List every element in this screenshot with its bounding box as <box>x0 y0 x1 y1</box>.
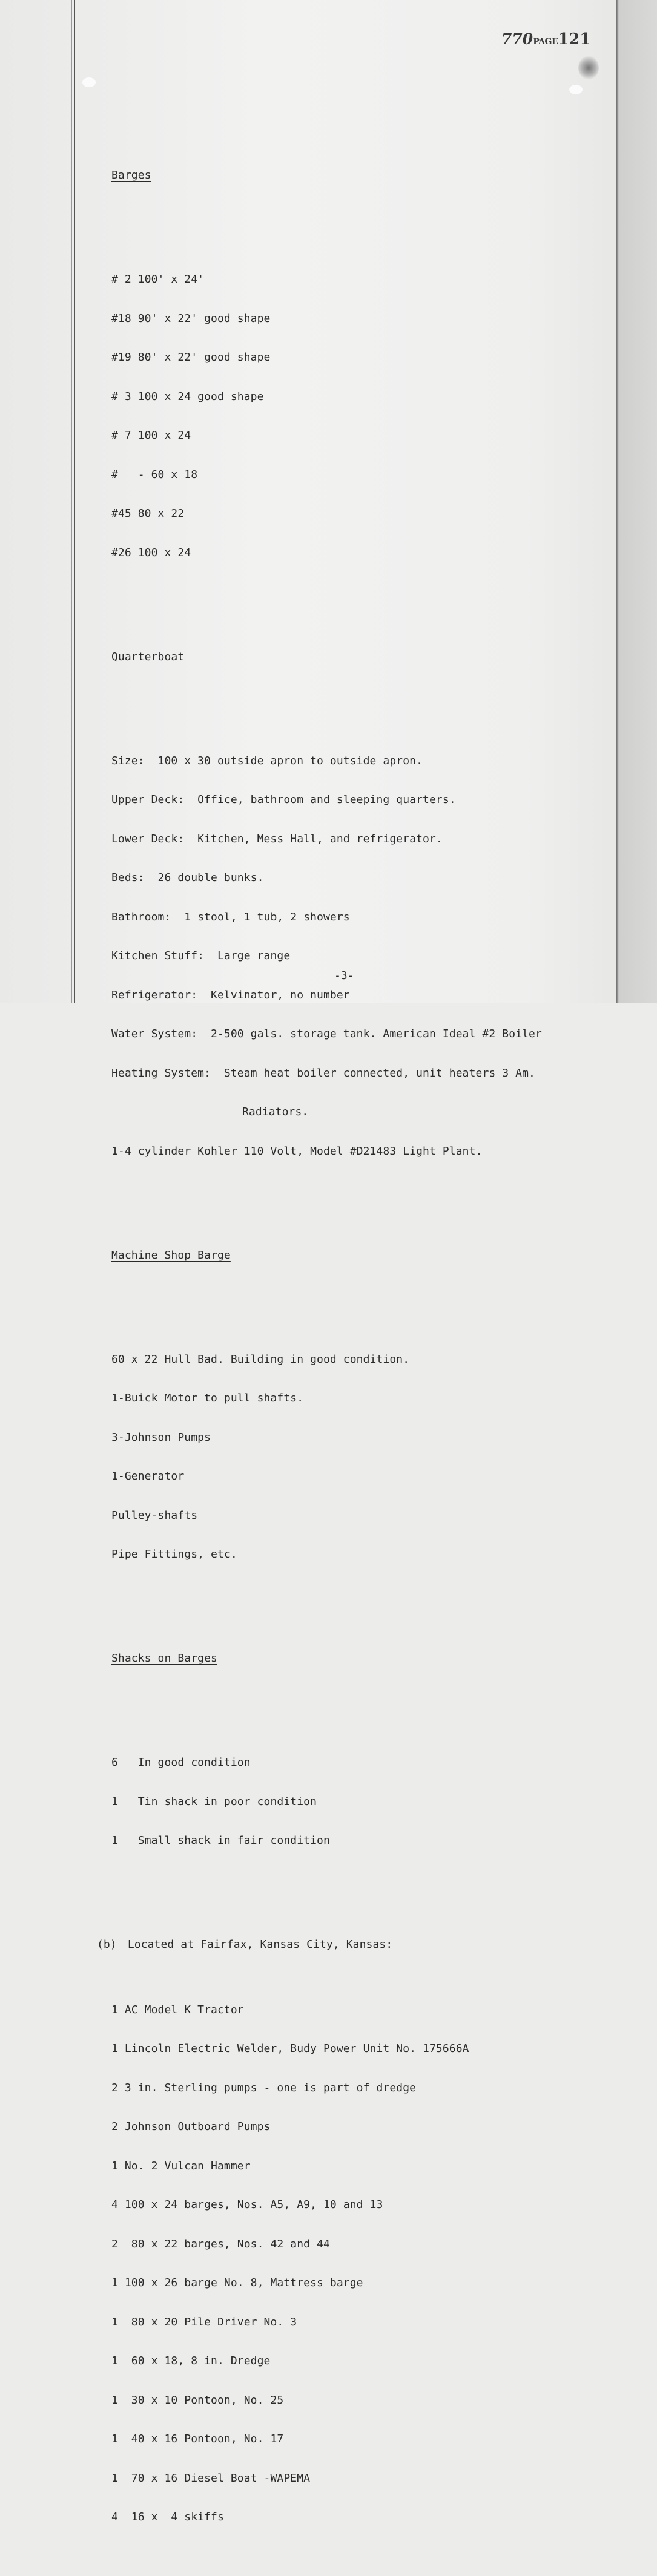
list-item: # 3 100 x 24 good shape <box>111 390 264 403</box>
margin-rule-faint <box>71 0 72 1003</box>
list-item: 3-Johnson Pumps <box>111 1431 211 1444</box>
shacks-list <box>111 1730 542 1873</box>
list-item: # 2 100' x 24' <box>111 273 205 286</box>
list-item: #26 100 x 24 <box>111 546 191 559</box>
list-item: #18 90' x 22' good shape <box>111 312 271 325</box>
list-item: 1-Buick Motor to pull shafts. <box>111 1392 304 1404</box>
list-item: Pulley-shafts <box>111 1509 198 1522</box>
list-item: Water System: 2-500 gals. storage tank. American Ideal #2 Boiler <box>111 1027 542 1040</box>
list-item: Pipe Fittings, etc. <box>111 1548 237 1561</box>
list-item: 1 40 x 16 Pontoon, No. 17 <box>111 2433 284 2445</box>
list-item: 1 Tin shack in poor condition <box>111 1795 317 1808</box>
page-fold-edge <box>616 0 657 1003</box>
page-label: PAGE <box>533 37 558 47</box>
list-item: 1 80 x 20 Pile Driver No. 3 <box>111 2315 297 2329</box>
punch-hole <box>82 77 96 87</box>
list-item: Bathroom: 1 stool, 1 tub, 2 showers <box>111 910 350 923</box>
fairfax-heading-text: Located at Fairfax, Kansas City, Kansas: <box>127 1938 393 1951</box>
list-item: Heating System: Steam heat boiler connected, unit heaters 3 Am. <box>111 1066 535 1080</box>
list-item: 6 In good condition <box>111 1756 251 1769</box>
margin-rule <box>74 0 75 1003</box>
section-heading-quarterboat: Quarterboat <box>111 650 185 663</box>
fairfax-list <box>111 1978 542 2550</box>
list-item: # - 60 x 18 <box>111 468 198 481</box>
list-item: 1-4 cylinder Kohler 110 Volt, Model #D21483 Light Plant. <box>111 1144 483 1158</box>
list-item: #45 80 x 22 <box>111 507 185 520</box>
section-heading-barges: Barges <box>111 169 151 182</box>
list-item: Refrigerator: Kelvinator, no number <box>111 988 350 1001</box>
list-item: 2 Johnson Outboard Pumps <box>111 2120 271 2133</box>
ink-smudge <box>578 56 599 80</box>
list-item: Upper Deck: Office, bathroom and sleeping quarters. <box>111 793 456 806</box>
list-item: Beds: 26 double bunks. <box>111 871 264 884</box>
list-item: 1-Generator <box>111 1470 185 1483</box>
list-item: Lower Deck: Kitchen, Mess Hall, and refrigerator. <box>111 832 443 845</box>
list-item: 60 x 22 Hull Bad. Building in good condition. <box>111 1352 410 1366</box>
book-page-stamp <box>501 30 590 48</box>
list-item: 4 100 x 24 barges, Nos. A5, A9, 10 and 13 <box>111 2198 383 2211</box>
list-item: #19 80' x 22' good shape <box>111 351 271 364</box>
list-item: 1 AC Model K Tractor <box>111 2003 244 2016</box>
machine-shop-list <box>111 1327 542 1587</box>
list-item: 1 30 x 10 Pontoon, No. 25 <box>111 2393 284 2407</box>
document-body <box>97 143 542 2576</box>
item-label: (b) <box>97 1938 117 1951</box>
section-heading-shacks: Shacks on Barges <box>111 1652 217 1665</box>
list-item: # 7 100 x 24 <box>111 429 191 442</box>
list-item-continuation: Radiators. <box>242 1106 309 1118</box>
list-item: 1 Lincoln Electric Welder, Budy Power Unit No. 175666A <box>111 2042 469 2055</box>
list-item: 2 80 x 22 barges, Nos. 42 and 44 <box>111 2237 330 2250</box>
list-item: 2 3 in. Sterling pumps - one is part of dredge <box>111 2081 417 2094</box>
book-number: 770 <box>501 30 533 48</box>
list-item: Kitchen Stuff: Large range <box>111 949 291 962</box>
fairfax-heading <box>97 1938 542 1952</box>
section-heading-machine-shop: Machine Shop Barge <box>111 1248 231 1262</box>
list-item: 1 Small shack in fair condition <box>111 1834 330 1847</box>
barges-list <box>111 247 542 585</box>
punch-hole <box>569 85 583 94</box>
list-item: 1 60 x 18, 8 in. Dredge <box>111 2355 271 2367</box>
stamp-page-number: 121 <box>558 30 591 48</box>
quarterboat-list <box>111 729 542 1184</box>
list-item: Size: 100 x 30 outside apron to outside apron. <box>111 754 423 767</box>
page-number: -3- <box>334 969 354 982</box>
list-item: 4 16 x 4 skiffs <box>111 2511 224 2523</box>
list-item: 1 70 x 16 Diesel Boat -WAPEMA <box>111 2471 311 2485</box>
list-item: 1 100 x 26 barge No. 8, Mattress barge <box>111 2276 363 2289</box>
list-item: 1 No. 2 Vulcan Hammer <box>111 2159 251 2172</box>
